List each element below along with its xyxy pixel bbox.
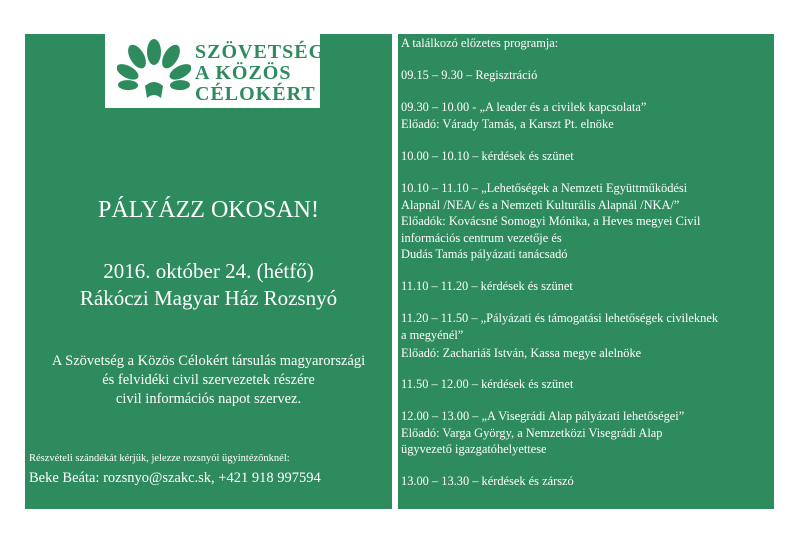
leaf-logo-icon <box>117 38 191 104</box>
description-line: A Szövetség a Közös Célokért társulás magyarországi <box>51 353 366 369</box>
program-line: 11.50 – 12.00 – kérdések és szünet <box>401 377 574 391</box>
program-line: ügyvezető igazgatóhelyettese <box>401 442 547 456</box>
program-line: 11.20 – 11.50 – „Pályázati és támogatási lehetőségek civileknek <box>401 311 719 325</box>
logo-text-line3: CÉLOKÉRT <box>195 83 316 105</box>
contact-details: Beke Beáta: rozsnyo@szakc.sk, +421 918 997594 <box>29 470 321 486</box>
event-date-venue <box>25 258 392 312</box>
program-line: 09.30 – 10.00 - „A leader és a civilek kapcsolata” <box>401 100 647 114</box>
program-line: 10.10 – 11.10 – „Lehetőségek a Nemzeti Együttműködési <box>401 181 688 195</box>
event-description <box>25 352 392 409</box>
program-line: a megyénél” <box>401 328 464 342</box>
program-line: Dudás Tamás pályázati tanácsadó <box>401 247 568 261</box>
contact-note: Részvételi szándékát kérjük, jelezze rozsnyói ügyintézőnknél: <box>29 453 290 464</box>
program-line: Előadók: Kovácsné Somogyi Mónika, a Heves megyei Civil <box>401 214 701 228</box>
program-line: Előadó: Zachariáš István, Kassa megye alelnöke <box>401 346 642 360</box>
program-line: információs centrum vezetője és <box>401 231 562 245</box>
description-line: és felvidéki civil szervezetek részére <box>102 372 315 388</box>
program-line: Alapnál /NEA/ és a Nemzeti Kulturális Alapnál /NKA/” <box>401 198 680 212</box>
event-title: PÁLYÁZZ OKOSAN! <box>98 197 319 223</box>
program-line: 13.00 – 13.30 – kérdések és zárszó <box>401 474 574 488</box>
event-info-panel <box>25 34 392 509</box>
organization-logo <box>105 34 326 108</box>
program-line: 12.00 – 13.00 – „A Visegrádi Alap pályázati lehetőségei” <box>401 409 685 423</box>
program-line: 09.15 – 9.30 – Regisztráció <box>401 68 538 82</box>
description-line: civil információs napot szervez. <box>115 391 302 407</box>
program-line: 10.00 – 10.10 – kérdések és szünet <box>401 149 574 163</box>
event-venue: Rákóczi Magyar Ház Rozsnyó <box>79 286 338 310</box>
logo-text-line1: SZÖVETSÉG <box>195 41 326 63</box>
event-date: 2016. október 24. (hétfő) <box>103 259 314 283</box>
program-line: Előadó: Varga György, a Nemzetközi Visegrádi Alap <box>401 426 663 440</box>
logo-text-line2: A KÖZÖS <box>195 62 292 84</box>
program-panel <box>398 34 774 509</box>
program-heading: A találkozó előzetes programja: <box>401 36 559 50</box>
program-line: 11.10 – 11.20 – kérdések és szünet <box>401 279 573 293</box>
program-line: Előadó: Várady Tamás, a Karszt Pt. elnöke <box>401 117 614 131</box>
